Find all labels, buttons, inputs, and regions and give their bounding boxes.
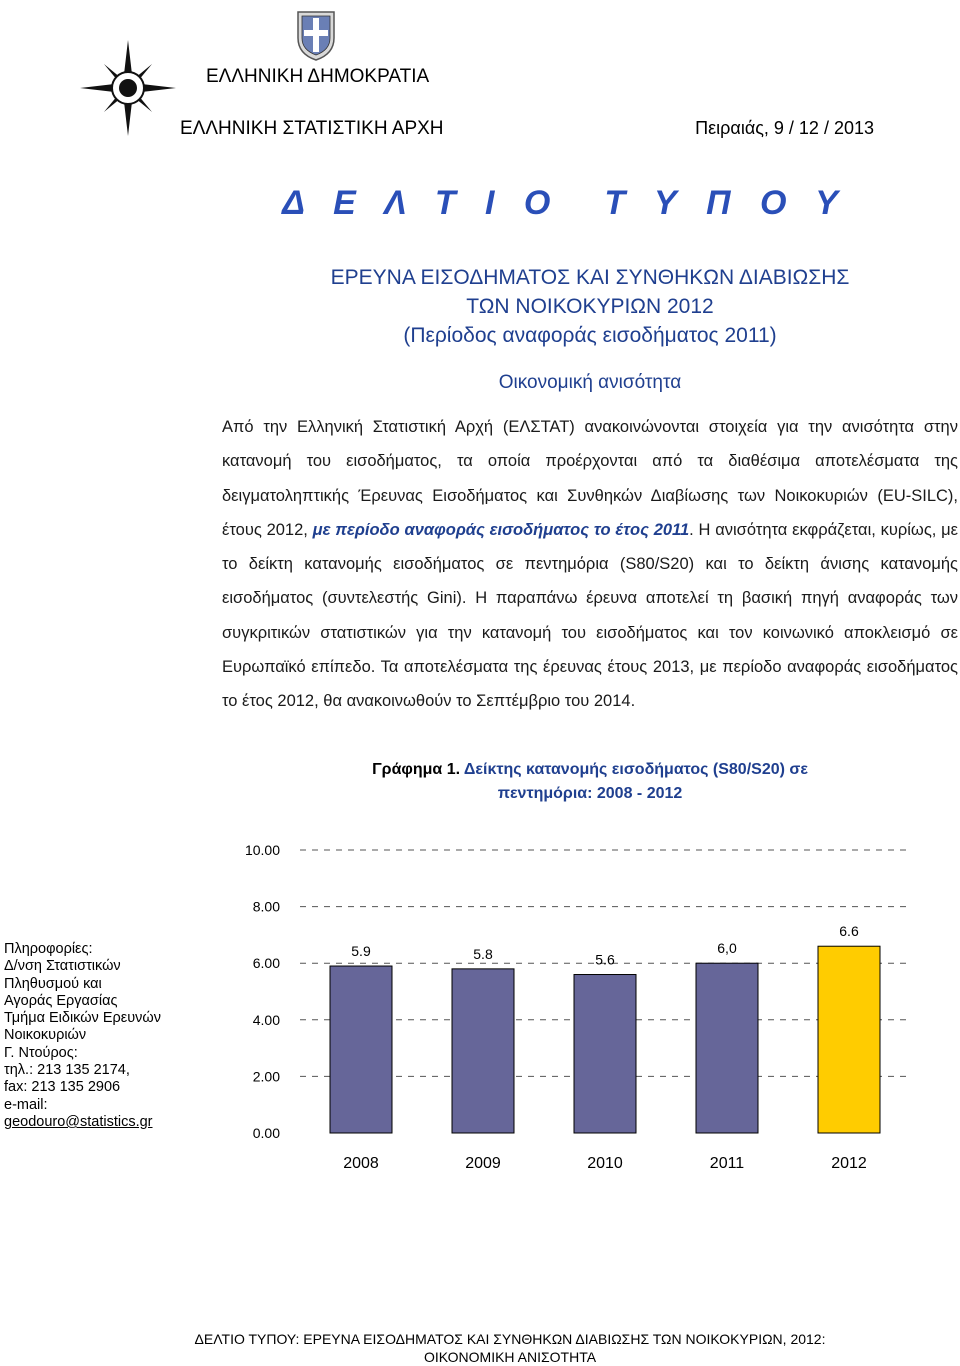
x-tick-label: 2008 (343, 1155, 379, 1172)
release-date: Πειραιάς, 9 / 12 / 2013 (695, 118, 874, 138)
chart-caption-line1 (222, 758, 958, 782)
greek-coat-of-arms-icon (294, 8, 338, 62)
x-tick-label: 2011 (709, 1155, 745, 1172)
y-tick-label: 6.00 (252, 955, 280, 972)
authority-heading: ΕΛΛΗΝΙΚΗ ΣΤΑΤΙΣΤΙΚΗ ΑΡΧΗ (180, 118, 444, 139)
bar-data-label: 5.9 (351, 943, 371, 960)
contact-line: Πληθυσμού και (4, 975, 102, 992)
contact-info (4, 941, 204, 1131)
body-text-part1: Από την Ελληνική Στατιστική Αρχή (ΕΛΣΤΑΤ) ανακοινώνονται στοιχεία για την ανισότητα στην κατανομή του εισοδήματος, τα οποία προέρχονται από τα διαθέσιμα αποτελέσματα της δειγματοληπτικής Έρευνας Εισοδήματος και Συνθηκών Διαβίωσης των Νοικοκυριών (EU-SILC), έτους 2012, (222, 418, 958, 539)
republic-heading: ΕΛΛΗΝΙΚΗ ΔΗΜΟΚΡΑΤΙΑ (206, 66, 430, 87)
contact-line: τηλ.: 213 135 2174, (4, 1062, 130, 1079)
chart-caption-title1: Δείκτης κατανομής εισοδήματος (S80/S20) σε (463, 761, 808, 778)
press-release-title (0, 184, 960, 223)
y-tick-label: 4.00 (252, 1011, 280, 1028)
survey-title-line1: ΕΡΕΥΝΑ ΕΙΣΟΔΗΜΑΤΟΣ ΚΑΙ ΣΥΝΘΗΚΩΝ ΔΙΑΒΙΩΣΗΣ (330, 266, 850, 289)
y-tick-label: 2.00 (252, 1068, 280, 1085)
contact-line: e-mail: (4, 1096, 48, 1113)
chart-caption-label: Γράφημα 1. (372, 761, 461, 778)
chart-bar (574, 975, 636, 1133)
body-paragraph (222, 410, 958, 719)
footer-line1: ΔΕΛΤΙΟ ΤΥΠΟΥ: ΕΡΕΥΝΑ ΕΙΣΟΔΗΜΑΤΟΣ ΚΑΙ ΣΥΝΘΗΚΩΝ ΔΙΑΒΙΩΣΗΣ ΤΩΝ ΝΟΙΚΟΚΥΡΙΩΝ, 2012: (194, 1331, 826, 1347)
chart-caption-line2: πεντημόρια: 2008 - 2012 (497, 785, 683, 802)
bar-data-label: 6,0 (717, 940, 737, 957)
y-tick-label: 8.00 (252, 898, 280, 915)
survey-title-line2: ΤΩΝ ΝΟΙΚΟΚΥΡΙΩΝ 2012 (466, 295, 714, 318)
press-title-part1: Δ Ε Λ Τ Ι Ο (282, 184, 561, 222)
elstat-star-logo-icon (80, 40, 176, 136)
press-title-part2: Τ Υ Π Ο Υ (604, 184, 848, 222)
s80-s20-bar-chart (220, 830, 960, 1180)
bar-data-label: 5.6 (595, 951, 615, 968)
chart-caption (222, 758, 958, 806)
chart-bar (452, 969, 514, 1133)
chart-bar (330, 966, 392, 1133)
page-footer (0, 1330, 960, 1366)
body-emphasis: με περίοδο αναφοράς εισοδήματος το έτος 2011 (312, 520, 690, 539)
contact-line: Τμήμα Ειδικών Ερευνών (4, 1010, 161, 1027)
x-tick-label: 2009 (465, 1155, 501, 1172)
y-tick-label: 0.00 (252, 1125, 280, 1141)
footer-line2: ΟΙΚΟΝΟΜΙΚΗ ΑΝΙΣΟΤΗΤΑ (423, 1349, 597, 1365)
section-subtitle: Οικονομική ανισότητα (498, 372, 682, 393)
y-tick-label: 10.00 (244, 842, 280, 858)
contact-line: Αγοράς Εργασίας (4, 992, 118, 1009)
chart-bar (818, 946, 880, 1133)
chart-bar (696, 963, 758, 1133)
contact-line: Νοικοκυριών (4, 1027, 87, 1044)
body-text-part2: . Η ανισότητα εκφράζεται, κυρίως, με το δείκτη κατανομής εισοδήματος σε πεντημόρια (S80/S20) και το δείκτη άνισης κατανομής εισοδήματος (συντελεστής Gini). Η παραπάνω έρευνα αποτελεί τη βασική πηγή αναφοράς των συγκριτικών στατιστικών για την κατανομή του εισοδήματος και τον κοινωνικό αποκλεισμό σε Ευρωπαϊκό επίπεδο. Τα αποτελέσματα της έρευνας έτους 2013, με περίοδο αναφοράς εισοδήματος το έτος 2012, θα ανακοινωθούν το Σεπτέμβριο του 2014. (222, 520, 958, 711)
x-tick-label: 2012 (831, 1155, 867, 1172)
contact-heading: Πληροφορίες: (4, 941, 93, 957)
bar-data-label: 6.6 (839, 923, 859, 940)
contact-email-link[interactable]: geodouro@statistics.gr (4, 1113, 153, 1130)
contact-line: fax: 213 135 2906 (4, 1079, 121, 1096)
bar-data-label: 5.8 (473, 945, 493, 962)
survey-title-line3: (Περίοδος αναφοράς εισοδήματος 2011) (403, 324, 777, 347)
x-tick-label: 2010 (587, 1155, 623, 1172)
contact-line: Γ. Ντούρος: (4, 1044, 78, 1061)
contact-line: Δ/νση Στατιστικών (4, 958, 121, 975)
